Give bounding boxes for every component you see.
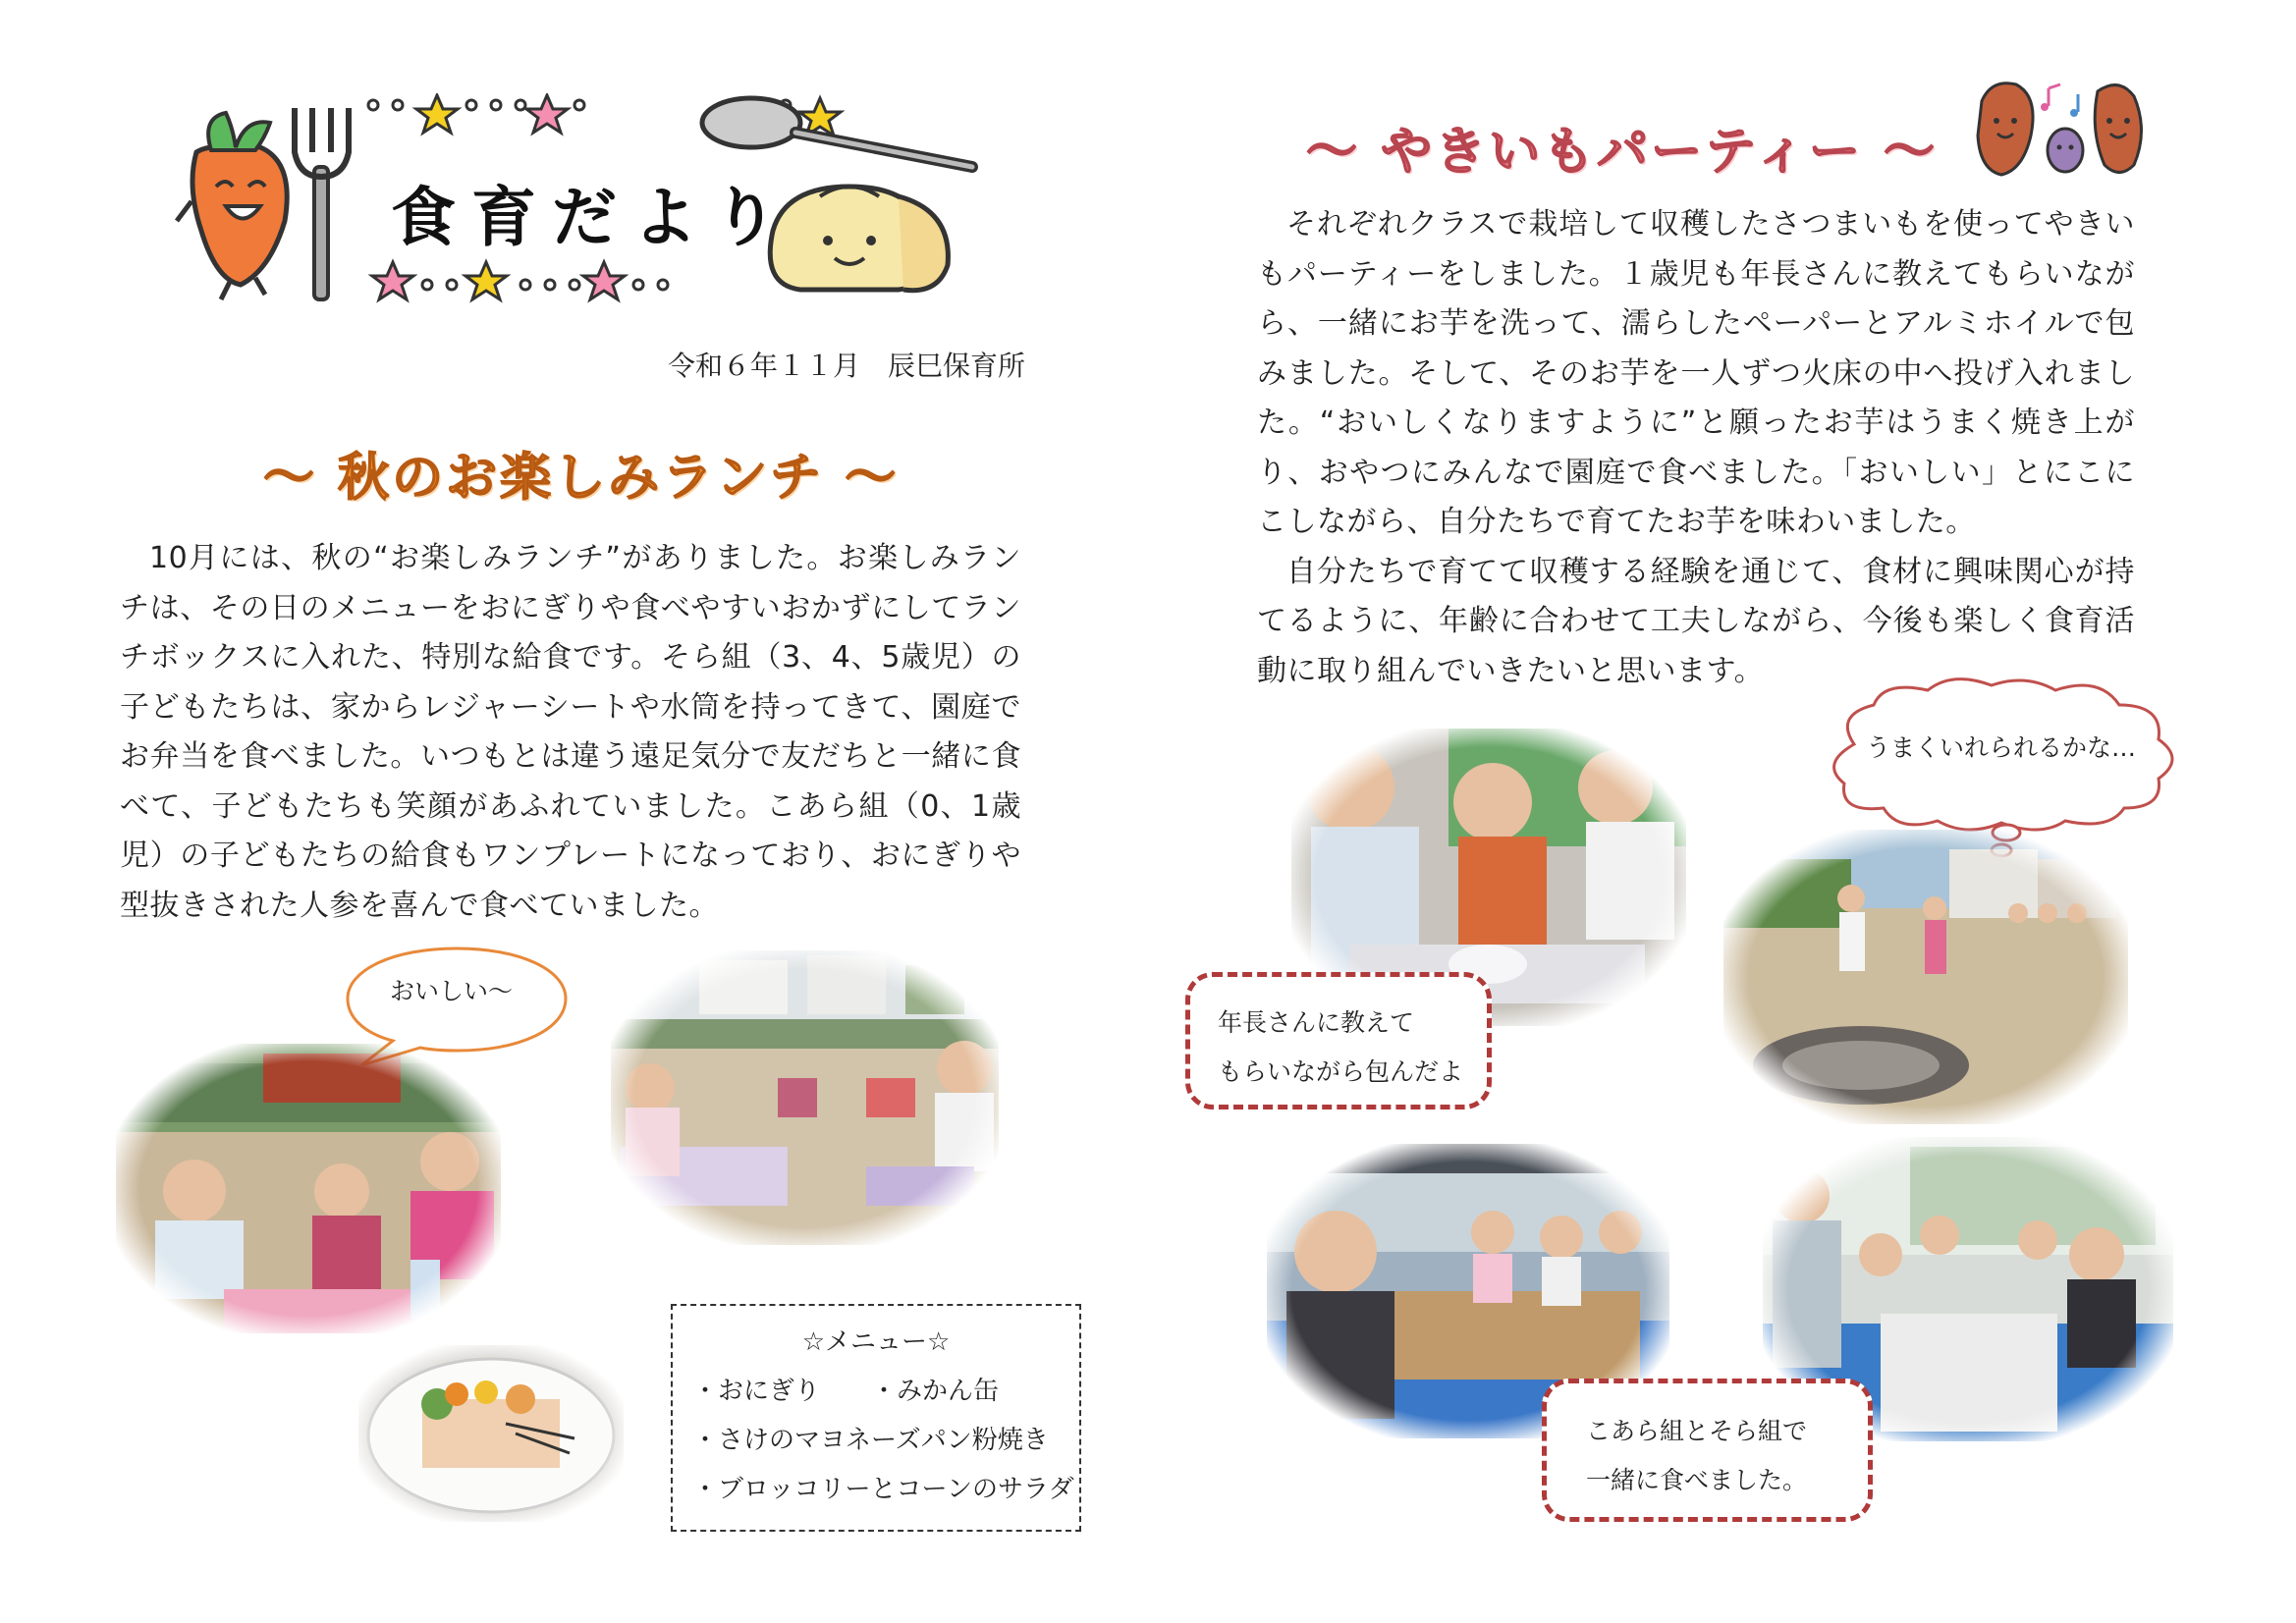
- menu-box: [671, 1304, 1081, 1532]
- menu-title: ☆メニュー☆: [801, 1327, 951, 1357]
- star-icon: [465, 262, 507, 299]
- speech-bubble-text: おいしい～: [390, 977, 514, 1005]
- star-icon: [416, 95, 458, 133]
- sweet-potato-icon: [2048, 129, 2083, 172]
- music-note-icon: [2041, 84, 2078, 117]
- caption-box-eating-together: [1542, 1379, 1873, 1522]
- caption-eating-line-1: こあら組とそら組で: [1586, 1417, 1808, 1445]
- fork-icon: [295, 108, 349, 299]
- caption-wrapping-line-1: 年長さんに教えて: [1218, 1008, 1415, 1037]
- date-line: 令和６年１１月 辰巳保育所: [668, 350, 1026, 382]
- sweet-potato-icon: [1978, 83, 2033, 175]
- menu-item: ・さけのマヨネーズパン粉焼き: [692, 1426, 1049, 1455]
- menu-item: ・ブロッコリーとコーンのサラダ: [692, 1475, 1074, 1504]
- photo-children-on-leisure-sheets: [611, 950, 999, 1245]
- star-icon: [372, 262, 413, 299]
- carrot-icon: [177, 113, 287, 299]
- thought-bubble-text: うまくいれられるかな…: [1866, 733, 2137, 762]
- star-icon: [583, 262, 625, 299]
- potato-paragraph-2: 自分たちで育てて収穫する経験を通じて、食材に興味関心が持てるように、年齢に合わせて工夫しながら、今後も楽しく食育活動に取り組んでいきたいと思います。: [1257, 554, 2135, 688]
- lunch-section-title: ～ 秋のお楽しみランチ ～: [263, 449, 900, 508]
- newsletter-title: 食育だより: [391, 180, 793, 255]
- dumpling-icon: [770, 187, 948, 291]
- sweet-potato-icon: [2095, 85, 2141, 173]
- potato-section-body: [1257, 200, 2135, 696]
- potato-paragraph-1: それぞれクラスで栽培して収穫したさつまいもを使ってやきいもパーティーをしました。１歳児も年長さんに教えてもらいながら、一緒にお芋を洗って、濡らしたペーパーとアルミホイルで包みました。そして、そのお芋を一人ずつ火床の中へ投げ入れました。“おいしくなりますように”と願ったお芋はうまく焼き上がり、おやつにみんなで園庭で食べました。「おいしい」とにこにこしながら、自分たちで育てたお芋を味わいました。: [1257, 207, 2135, 539]
- photo-potato-fire-pit: [1723, 830, 2128, 1124]
- star-icon: [526, 95, 568, 133]
- menu-item: ・おにぎり ・みかん缶: [692, 1377, 1000, 1406]
- photo-children-eating-lunch: [116, 1044, 501, 1333]
- sweet-potato-characters: [1972, 77, 2154, 183]
- caption-box-wrapping: [1185, 972, 1492, 1109]
- lunch-paragraph: 10月には、秋の“お楽しみランチ”がありました。お楽しみランチは、その日のメニューをおにぎりや食べやすいおかずにしてランチボックスに入れた、特別な給食です。そら組（3、4、5歳児）の子どもたちは、家からレジャーシートや水筒を持ってきて、園庭でお弁当を食べました。いつもとは違う遠足気分で友だちと一緒に食べて、子どもたちも笑顔があふれていました。こあら組（0、1歳児）の子どもたちの給食もワンプレートになっており、おにぎりや型抜きされた人参を喜んで食べていました。: [120, 541, 1021, 923]
- caption-eating-line-2: 一緒に食べました。: [1586, 1466, 1808, 1494]
- photo-lunch-plate: [358, 1345, 624, 1522]
- spoon-icon: [702, 98, 972, 167]
- potato-section-title: ～ やきいもパーティー ～: [1306, 123, 1939, 182]
- lunch-section-body: [120, 534, 1021, 931]
- caption-wrapping-line-2: もらいながら包んだよ: [1218, 1057, 1464, 1086]
